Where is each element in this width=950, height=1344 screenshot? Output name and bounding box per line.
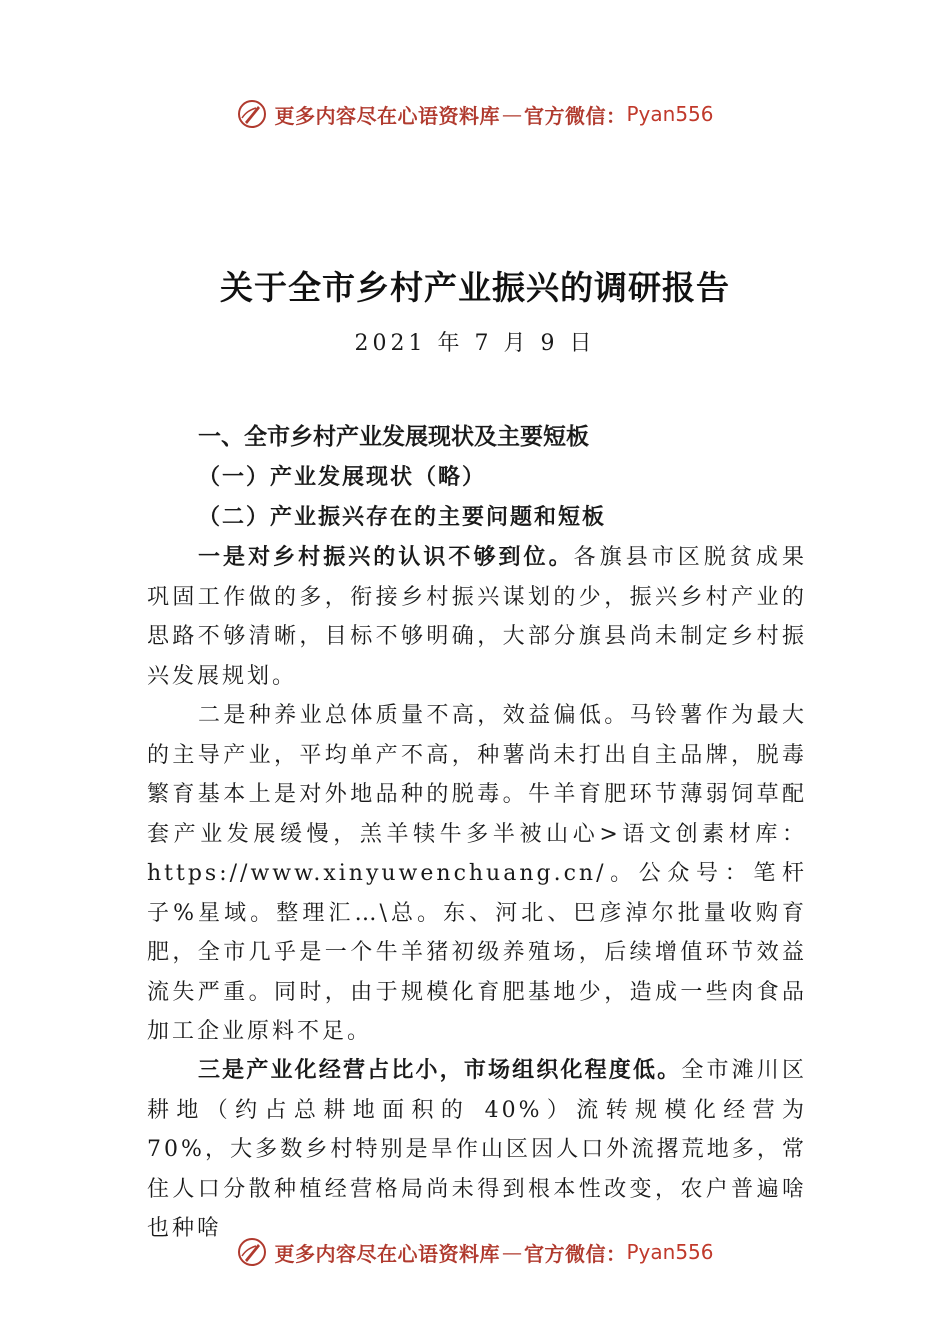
paragraph-3-lead: 三是产业化经营占比小，市场组织化程度低。 [198, 1058, 682, 1083]
banner-wechat-label: 官方微信： [523, 1241, 627, 1266]
banner-separator: — [501, 1240, 522, 1264]
paragraph-2-body: 二是种养业总体质量不高，效益偏低。马铃薯作为最大 的主导产业，平均单产不高，种薯尚未打出自主品牌，脱毒繁育基本上是对外地品种的脱毒。牛羊育肥环节薄弱饲草配套产业发展缓慢，羔羊犊牛多半被山心>语文创素材库：https://www.xinyuwenchuang.cn/。公众号：笔杆子%星域。整理汇…\总。东、河北、巴彦淖尔批量收购育肥，全市几乎是一个牛羊猪初级养殖场，后续增值环节效益流失严重。同时，由于规模化育肥基地少，造成一些肉食品加工企业原料不足。 [147, 703, 807, 1044]
document-title: 关于全市乡村产业振兴的调研报告 [220, 268, 730, 307]
paragraph-1 [147, 538, 807, 696]
section-heading-1: 一、全市乡村产业发展现状及主要短板 [198, 424, 589, 450]
quill-logo-icon [236, 98, 268, 130]
paragraph-1-body: 各旗县市区脱贫成果巩固工作做的多，衔接乡村振兴谋划的少，振兴乡村产业的思路不够清晰，目标不够明确，大部分旗县尚未制定乡村振兴发展规划。 [147, 545, 807, 689]
banner-wechat-id: Pyan556 [626, 1240, 714, 1264]
paragraph-3 [147, 1051, 807, 1249]
document-date: 2021 年 7 月 9 日 [354, 331, 596, 356]
banner-text: 更多内容尽在心语资料库 [274, 1241, 500, 1266]
paragraph-3-body: 全市滩川区耕地（约占总耕地面积的 40%）流转规模化经营为 70%，大多数乡村特别是旱作山区因人口外流撂荒地多，常住人口分散种植经营格局尚未得到根本性改变，农户普遍啥也种啥 [147, 1058, 807, 1241]
subsection-heading-1: （一）产业发展现状（略） [198, 464, 487, 490]
quill-logo-icon [236, 1236, 268, 1268]
subsection-heading-2: （二）产业振兴存在的主要问题和短板 [198, 504, 607, 530]
header-banner [0, 94, 950, 134]
banner-wechat-label: 官方微信： [523, 103, 627, 128]
banner-separator: — [501, 102, 522, 126]
footer-banner [0, 1232, 950, 1272]
banner-wechat-id: Pyan556 [626, 102, 714, 126]
paragraph-2 [147, 696, 807, 1052]
paragraph-1-lead: 一是对乡村振兴的认识不够到位。 [198, 545, 574, 570]
banner-text: 更多内容尽在心语资料库 [274, 103, 500, 128]
